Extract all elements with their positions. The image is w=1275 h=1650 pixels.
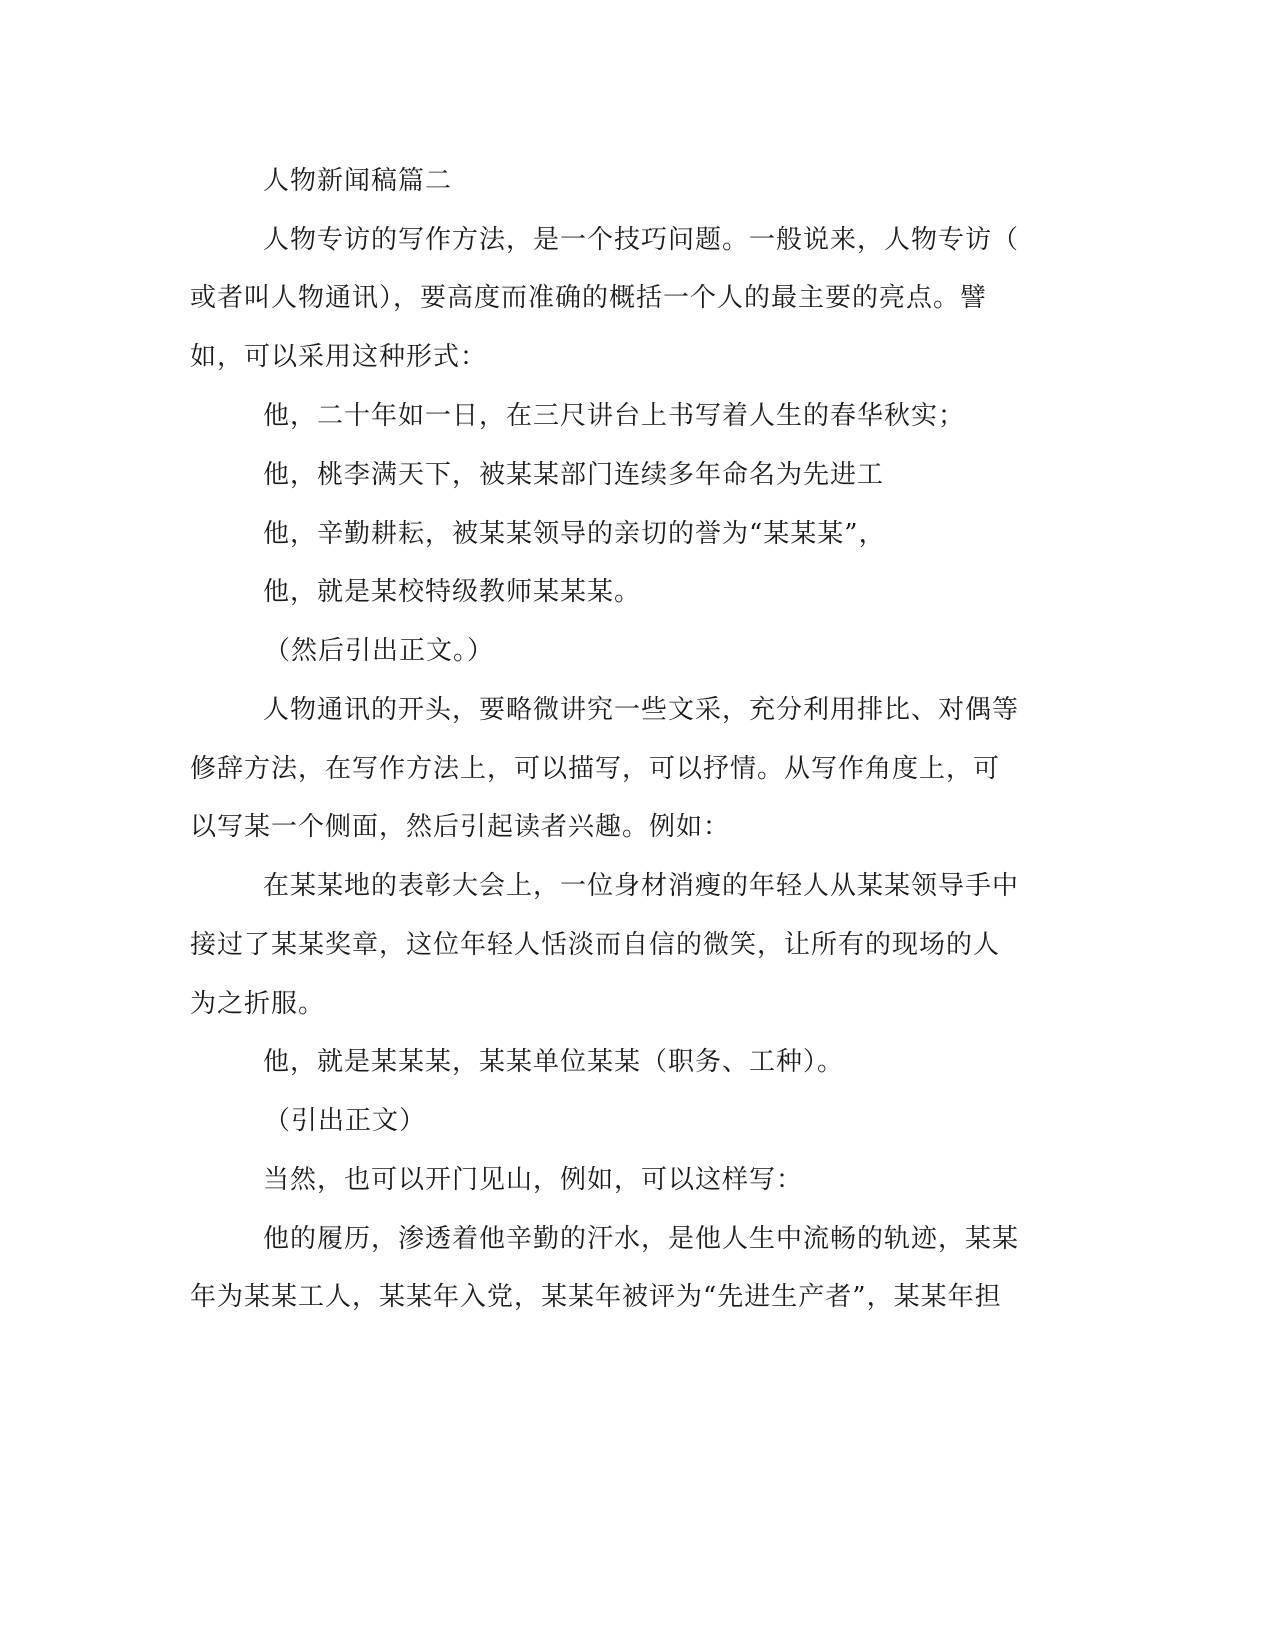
paragraph-line: 接过了某某奖章，这位年轻人恬淡而自信的微笑，让所有的现场的人 — [190, 930, 1001, 960]
paragraph-line: 以写某一个侧面，然后引起读者兴趣。例如： — [190, 812, 731, 842]
paragraph-line: 年为某某工人，某某年入党，某某年被评为“先进生产者”，某某年担 — [190, 1282, 1002, 1312]
paragraph-line: 他，辛勤耕耘，被某某领导的亲切的誉为“某某某”， — [263, 519, 886, 549]
paragraph-line: 他，就是某校特级教师某某某。 — [263, 577, 642, 607]
paragraph-line: 他，二十年如一日，在三尺讲台上书写着人生的春华秋实； — [263, 401, 966, 431]
paragraph-line: 修辞方法，在写作方法上，可以描写，可以抒情。从写作角度上，可 — [190, 754, 1001, 784]
paragraph-line: （然后引出正文。） — [264, 636, 495, 666]
paragraph-line: 他的履历，渗透着他辛勤的汗水，是他人生中流畅的轨迹，某某 — [263, 1224, 1020, 1254]
paragraph-line: 当然，也可以开门见山，例如，可以这样写： — [263, 1165, 804, 1195]
section-title: 人物新闻稿篇二 — [263, 166, 453, 196]
paragraph-line: 如，可以采用这种形式： — [190, 342, 488, 372]
paragraph-line: 人物专访的写作方法，是一个技巧问题。一般说来，人物专访（ — [263, 225, 1020, 255]
paragraph-line: （引出正文） — [264, 1106, 427, 1136]
paragraph-line: 或者叫人物通讯），要高度而准确的概括一个人的最主要的亮点。譬 — [190, 283, 988, 313]
paragraph-line: 他，就是某某某，某某单位某某（职务、工种）。 — [263, 1047, 845, 1077]
paragraph-line: 为之折服。 — [190, 989, 326, 1019]
paragraph-line: 人物通讯的开头，要略微讲究一些文采，充分利用排比、对偶等 — [263, 695, 1020, 725]
paragraph-line: 他，桃李满天下，被某某部门连续多年命名为先进工 — [263, 460, 885, 490]
paragraph-line: 在某某地的表彰大会上，一位身材消瘦的年轻人从某某领导手中 — [263, 871, 1020, 901]
